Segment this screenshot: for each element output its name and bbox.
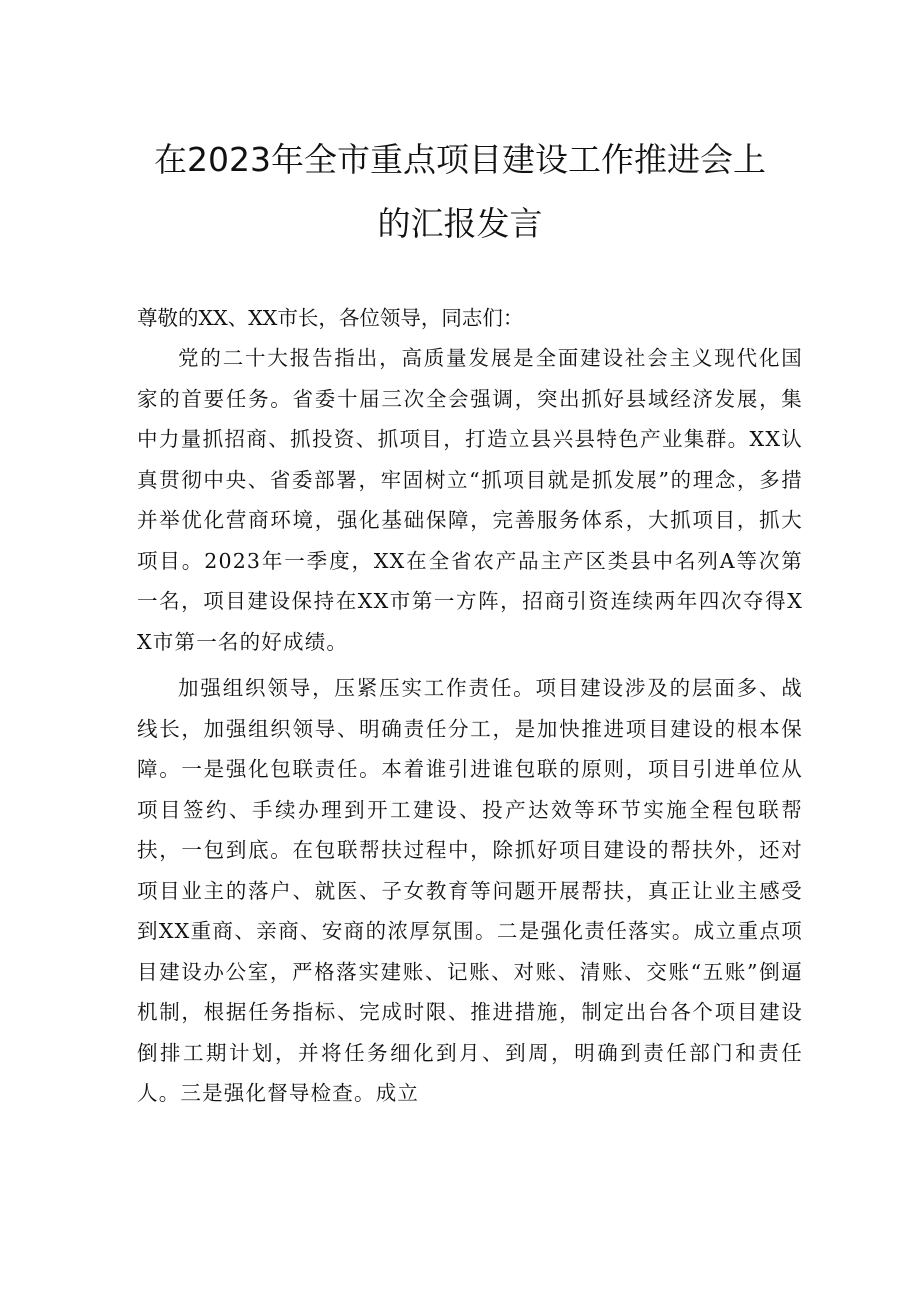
document-body	[137, 298, 803, 1114]
title-line-1: 在2023年全市重点项目建设工作推进会上	[154, 140, 766, 179]
paragraph-1: 党的二十大报告指出，高质量发展是全面建设社会主义现代化国家的首要任务。省委十届三次全会强调，突出抓好县域经济发展，集中力量抓招商、抓投资、抓项目，打造立县兴县特色产业集群。XX认真贯彻中央、省委部署，牢固树立“抓项目就是抓发展”的理念，多措并举优化营商环境，强化基础保障，完善服务体系，大抓项目，抓大项目。2023年一季度，XX在全省农产品主产区类县中名列A等次第一名，项目建设保持在XX市第一方阵，招商引资连续两年四次夺得XX市第一名的好成绩。	[137, 346, 803, 654]
title-line-2: 的汇报发言	[377, 204, 543, 243]
paragraph-2: 加强组织领导，压紧压实工作责任。项目建设涉及的层面多、战线长，加强组织领导、明确责任分工，是加快推进项目建设的根本保障。一是强化包联责任。本着谁引进谁包联的原则，项目引进单位从项目签约、手续办理到开工建设、投产达效等环节实施全程包联帮扶，一包到底。在包联帮扶过程中，除抓好项目建设的帮扶外，还对项目业主的落户、就医、子女教育等问题开展帮扶，真正让业主感受到XX重商、亲商、安商的浓厚氛围。二是强化责任落实。成立重点项目建设办公室，严格落实建账、记账、对账、清账、交账“五账”倒逼机制，根据任务指标、完成时限、推进措施，制定出台各个项目建设倒排工期计划，并将任务细化到月、到周，明确到责任部门和责任人。三是强化督导检查。成立	[137, 676, 803, 1105]
document-title	[0, 128, 920, 256]
salutation: 尊敬的XX、XX市长，各位领导，同志们：	[137, 306, 524, 330]
